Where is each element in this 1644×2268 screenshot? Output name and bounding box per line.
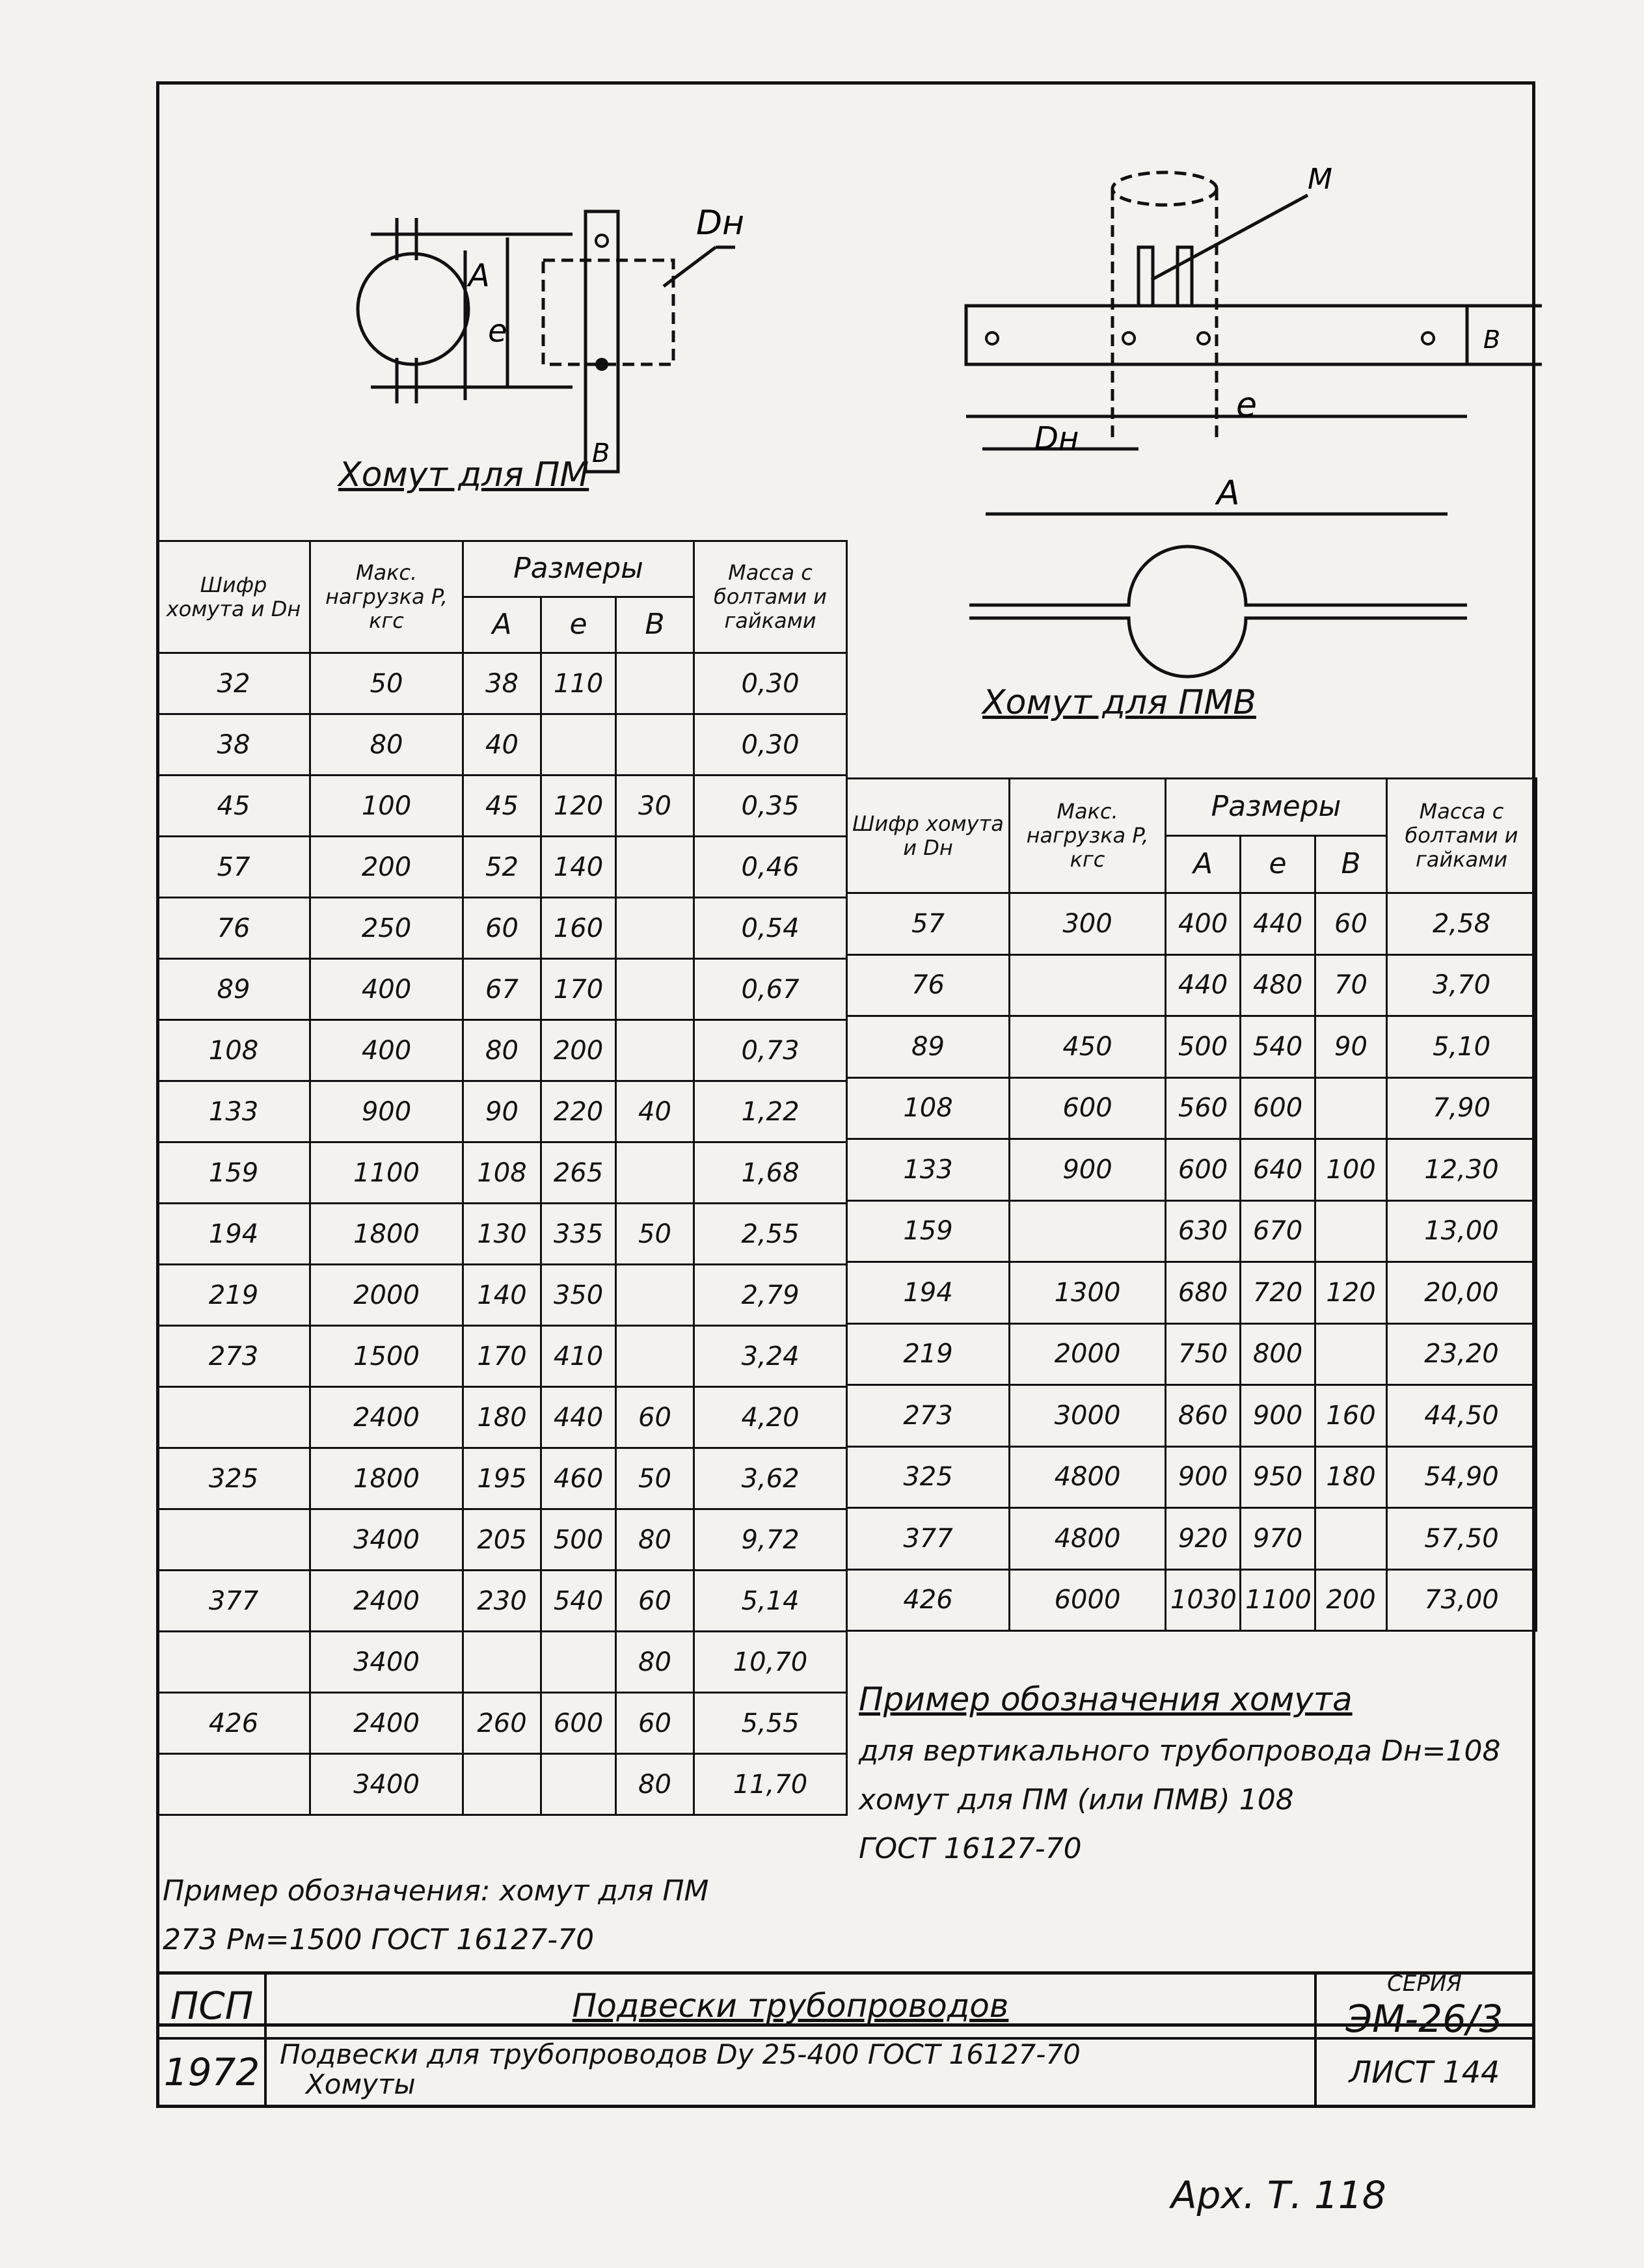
series-cell — [1314, 1971, 1532, 2041]
cell-e: 410 — [541, 1326, 616, 1387]
clamp-pm-drawing — [312, 189, 745, 481]
cell-mass: 1,68 — [694, 1142, 847, 1204]
cell-a: 38 — [463, 653, 541, 714]
cell-e: 540 — [1241, 1016, 1315, 1078]
cell-b: 30 — [616, 776, 694, 837]
cell-dn — [157, 1632, 310, 1693]
cell-a: 195 — [463, 1448, 541, 1509]
example-pmv-line1: для вертикального трубопровода Dн=108 — [859, 1735, 1501, 1768]
cell-e: 970 — [1241, 1508, 1315, 1570]
cell-dn: 57 — [847, 893, 1010, 955]
cell-e: 170 — [541, 959, 616, 1020]
header-a: A — [463, 597, 541, 653]
cell-a: 860 — [1166, 1385, 1241, 1447]
cell-b — [616, 959, 694, 1020]
cell-mass: 5,14 — [694, 1571, 847, 1632]
cell-a — [463, 1754, 541, 1815]
cell-dn — [157, 1387, 310, 1448]
cell-e: 460 — [541, 1448, 616, 1509]
table-row — [157, 776, 847, 837]
cell-mass: 3,70 — [1387, 954, 1537, 1016]
cell-b: 60 — [616, 1693, 694, 1754]
table-row — [157, 1754, 847, 1815]
cell-mass: 0,46 — [694, 837, 847, 898]
cell-mass: 12,30 — [1387, 1139, 1537, 1201]
cell-e: 200 — [541, 1020, 616, 1081]
cell-mass: 0,54 — [694, 898, 847, 959]
cell-mass: 2,55 — [694, 1204, 847, 1265]
dim-dn-label: Dн — [696, 204, 745, 243]
cell-b: 60 — [616, 1387, 694, 1448]
cell-a: 140 — [463, 1265, 541, 1326]
cell-a: 108 — [463, 1142, 541, 1204]
cell-dn: 194 — [157, 1204, 310, 1265]
table-row — [157, 1265, 847, 1326]
cell-e: 440 — [1241, 893, 1315, 955]
cell-b: 100 — [1315, 1139, 1387, 1201]
table-row — [847, 1323, 1537, 1385]
cell-e: 220 — [541, 1081, 616, 1142]
cell-e — [541, 714, 616, 776]
cell-load: 50 — [310, 653, 463, 714]
cell-e — [541, 1632, 616, 1693]
cell-load: 300 — [1010, 893, 1166, 955]
header-e: e — [1241, 836, 1315, 893]
table-row — [157, 1509, 847, 1571]
cell-dn: 76 — [157, 898, 310, 959]
cell-dn: 38 — [157, 714, 310, 776]
header-mass: Масса с болтами и гайками — [694, 541, 847, 653]
example-pmv-line2: хомут для ПМ (или ПМВ) 108 — [859, 1783, 1294, 1816]
cell-mass: 1,22 — [694, 1081, 847, 1142]
cell-b — [616, 898, 694, 959]
table-row — [847, 1385, 1537, 1447]
cell-mass: 0,73 — [694, 1020, 847, 1081]
table-row — [847, 893, 1537, 955]
table-row — [157, 1326, 847, 1387]
dim-b-label: B — [592, 439, 610, 468]
cell-e: 900 — [1241, 1385, 1315, 1447]
cell-e: 540 — [541, 1571, 616, 1632]
cell-load: 600 — [1010, 1077, 1166, 1139]
cell-e: 110 — [541, 653, 616, 714]
table-row — [157, 653, 847, 714]
dim-e-label: e — [488, 313, 507, 349]
table-row — [847, 1139, 1537, 1201]
cell-e: 265 — [541, 1142, 616, 1204]
cell-a: 230 — [463, 1571, 541, 1632]
cell-a: 400 — [1166, 893, 1241, 955]
cell-dn: 108 — [847, 1077, 1010, 1139]
cell-e: 500 — [541, 1509, 616, 1571]
cell-dn: 108 — [157, 1020, 310, 1081]
cell-dn: 219 — [157, 1265, 310, 1326]
cell-load: 900 — [1010, 1139, 1166, 1201]
cell-load: 100 — [310, 776, 463, 837]
organization-code: ПСП — [159, 1975, 267, 2040]
header-code: Шифр хомута и Dн — [847, 779, 1010, 893]
cell-load: 400 — [310, 959, 463, 1020]
dim-e-label: e — [1236, 386, 1257, 425]
cell-e: 160 — [541, 898, 616, 959]
example-pm-line1: Пример обозначения: хомут для ПМ — [163, 1874, 709, 1908]
cell-a: 80 — [463, 1020, 541, 1081]
table-row — [847, 954, 1537, 1016]
cell-a: 900 — [1166, 1446, 1241, 1508]
cell-load: 6000 — [1010, 1569, 1166, 1631]
cell-mass: 0,30 — [694, 714, 847, 776]
cell-mass: 9,72 — [694, 1509, 847, 1571]
cell-e: 950 — [1241, 1446, 1315, 1508]
cell-a: 45 — [463, 776, 541, 837]
cell-e: 600 — [1241, 1077, 1315, 1139]
dim-m-label: M — [1308, 163, 1332, 196]
table-row — [157, 1142, 847, 1204]
cell-e: 440 — [541, 1387, 616, 1448]
cell-b: 160 — [1315, 1385, 1387, 1447]
cell-a — [463, 1632, 541, 1693]
cell-e: 640 — [1241, 1139, 1315, 1201]
table-row — [157, 898, 847, 959]
cell-a: 680 — [1166, 1262, 1241, 1324]
cell-load: 3400 — [310, 1632, 463, 1693]
cell-a: 440 — [1166, 954, 1241, 1016]
cell-b: 120 — [1315, 1262, 1387, 1324]
table-row — [157, 1020, 847, 1081]
table-row — [157, 1387, 847, 1448]
cell-a: 500 — [1166, 1016, 1241, 1078]
cell-b — [616, 837, 694, 898]
cell-b: 70 — [1315, 954, 1387, 1016]
header-code: Шифр хомута и Dн — [157, 541, 310, 653]
header-load: Макс. нагрузка P, кгс — [1010, 779, 1166, 893]
header-e: e — [541, 597, 616, 653]
cell-b: 180 — [1315, 1446, 1387, 1508]
cell-mass: 57,50 — [1387, 1508, 1537, 1570]
cell-a: 67 — [463, 959, 541, 1020]
cell-load: 4800 — [1010, 1446, 1166, 1508]
header-load: Макс. нагрузка P, кгс — [310, 541, 463, 653]
cell-dn — [157, 1509, 310, 1571]
header-b: B — [1315, 836, 1387, 893]
cell-a: 205 — [463, 1509, 541, 1571]
cell-b: 90 — [1315, 1016, 1387, 1078]
cell-dn: 159 — [157, 1142, 310, 1204]
cell-e: 120 — [541, 776, 616, 837]
cell-e: 800 — [1241, 1323, 1315, 1385]
cell-b — [616, 1326, 694, 1387]
cell-mass: 10,70 — [694, 1632, 847, 1693]
cell-mass: 5,55 — [694, 1693, 847, 1754]
cell-load: 1800 — [310, 1448, 463, 1509]
dim-b-label: B — [1483, 325, 1501, 354]
cell-load: 2000 — [310, 1265, 463, 1326]
cell-dn: 194 — [847, 1262, 1010, 1324]
table-row — [847, 1446, 1537, 1508]
cell-load: 1800 — [310, 1204, 463, 1265]
cell-load: 3400 — [310, 1754, 463, 1815]
cell-dn: 32 — [157, 653, 310, 714]
cell-e: 600 — [541, 1693, 616, 1754]
series-code: ЭМ-26/3 — [1345, 1997, 1503, 2041]
cell-dn: 377 — [847, 1508, 1010, 1570]
header-dims: Размеры — [463, 541, 694, 597]
cell-dn: 426 — [157, 1693, 310, 1754]
cell-b: 80 — [616, 1632, 694, 1693]
table-row — [157, 1632, 847, 1693]
clamp-pm-caption: Хомут для ПМ — [338, 455, 589, 494]
cell-b — [616, 1265, 694, 1326]
cell-dn: 159 — [847, 1200, 1010, 1262]
header-mass: Масса с болтами и гайками — [1387, 779, 1537, 893]
table-row — [847, 1016, 1537, 1078]
cell-mass: 3,62 — [694, 1448, 847, 1509]
cell-dn: 325 — [847, 1446, 1010, 1508]
cell-b — [616, 714, 694, 776]
cell-a: 40 — [463, 714, 541, 776]
cell-mass: 5,10 — [1387, 1016, 1537, 1078]
cell-mass: 11,70 — [694, 1754, 847, 1815]
cell-load: 450 — [1010, 1016, 1166, 1078]
designation-example-pmv — [859, 1672, 1529, 1873]
cell-e: 140 — [541, 837, 616, 898]
cell-dn: 219 — [847, 1323, 1010, 1385]
table-row — [157, 714, 847, 776]
dim-dn-label: Dн — [1034, 420, 1079, 457]
cell-e: 670 — [1241, 1200, 1315, 1262]
cell-dn: 325 — [157, 1448, 310, 1509]
cell-b: 200 — [1315, 1569, 1387, 1631]
table-row — [157, 1693, 847, 1754]
cell-b: 40 — [616, 1081, 694, 1142]
clamp-pmv-table — [846, 777, 1537, 1632]
series-label: СЕРИЯ — [1387, 1971, 1462, 1997]
title-block — [156, 1971, 1535, 2108]
cell-a: 180 — [463, 1387, 541, 1448]
sub-title-line2: Хомуты — [306, 2068, 416, 2101]
cell-a: 600 — [1166, 1139, 1241, 1201]
cell-b: 80 — [616, 1509, 694, 1571]
cell-a: 170 — [463, 1326, 541, 1387]
cell-a: 560 — [1166, 1077, 1241, 1139]
cell-a: 90 — [463, 1081, 541, 1142]
cell-a: 52 — [463, 837, 541, 898]
archive-signature: Арх. Т. 118 — [1171, 2173, 1386, 2217]
cell-load: 1300 — [1010, 1262, 1166, 1324]
cell-mass: 2,79 — [694, 1265, 847, 1326]
cell-e — [541, 1754, 616, 1815]
cell-a: 920 — [1166, 1508, 1241, 1570]
designation-example-pm — [163, 1867, 839, 1965]
example-pmv-line3: ГОСТ 16127-70 — [859, 1831, 1082, 1865]
cell-mass: 20,00 — [1387, 1262, 1537, 1324]
cell-b — [616, 1142, 694, 1204]
cell-load: 1500 — [310, 1326, 463, 1387]
cell-a: 260 — [463, 1693, 541, 1754]
year: 1972 — [159, 2040, 267, 2105]
clamp-pm-table — [156, 540, 848, 1816]
cell-mass: 4,20 — [694, 1387, 847, 1448]
cell-dn: 426 — [847, 1569, 1010, 1631]
cell-dn: 57 — [157, 837, 310, 898]
cell-load: 2400 — [310, 1387, 463, 1448]
cell-b: 50 — [616, 1448, 694, 1509]
cell-load: 400 — [310, 1020, 463, 1081]
header-b: B — [616, 597, 694, 653]
cell-dn: 89 — [847, 1016, 1010, 1078]
cell-mass: 0,30 — [694, 653, 847, 714]
table-row — [847, 1077, 1537, 1139]
cell-dn: 76 — [847, 954, 1010, 1016]
example-pm-line2: 273 Pм=1500 ГОСТ 16127-70 — [163, 1923, 595, 1956]
dim-a-label: A — [1217, 474, 1240, 513]
cell-mass: 13,00 — [1387, 1200, 1537, 1262]
cell-b — [616, 653, 694, 714]
cell-mass: 2,58 — [1387, 893, 1537, 955]
cell-a: 1030 — [1166, 1569, 1241, 1631]
cell-load: 2400 — [310, 1571, 463, 1632]
table-row — [847, 1508, 1537, 1570]
cell-e: 480 — [1241, 954, 1315, 1016]
cell-load: 3000 — [1010, 1385, 1166, 1447]
cell-b — [1315, 1323, 1387, 1385]
cell-mass: 7,90 — [1387, 1077, 1537, 1139]
cell-load: 80 — [310, 714, 463, 776]
header-a: A — [1166, 836, 1241, 893]
cell-mass: 54,90 — [1387, 1446, 1537, 1508]
cell-load: 4800 — [1010, 1508, 1166, 1570]
cell-b — [616, 1020, 694, 1081]
cell-dn: 133 — [847, 1139, 1010, 1201]
cell-load — [1010, 1200, 1166, 1262]
cell-b: 60 — [1315, 893, 1387, 955]
cell-dn: 45 — [157, 776, 310, 837]
cell-dn: 377 — [157, 1571, 310, 1632]
table-row — [157, 1448, 847, 1509]
sub-title — [267, 2040, 1314, 2105]
cell-b: 50 — [616, 1204, 694, 1265]
cell-load: 2000 — [1010, 1323, 1166, 1385]
table-row — [847, 1262, 1537, 1324]
cell-a: 750 — [1166, 1323, 1241, 1385]
table-row — [847, 1200, 1537, 1262]
cell-load: 200 — [310, 837, 463, 898]
cell-mass: 73,00 — [1387, 1569, 1537, 1631]
cell-load: 250 — [310, 898, 463, 959]
cell-e: 1100 — [1241, 1569, 1315, 1631]
table-row — [157, 1204, 847, 1265]
clamp-pmv-drawing — [943, 150, 1542, 644]
cell-b — [1315, 1200, 1387, 1262]
cell-mass: 0,67 — [694, 959, 847, 1020]
example-pmv-title: Пример обозначения хомута — [859, 1681, 1353, 1718]
cell-dn: 133 — [157, 1081, 310, 1142]
cell-e: 335 — [541, 1204, 616, 1265]
table-row — [847, 1569, 1537, 1631]
cell-e: 350 — [541, 1265, 616, 1326]
table-row — [157, 959, 847, 1020]
cell-load: 1100 — [310, 1142, 463, 1204]
header-dims: Размеры — [1166, 779, 1387, 836]
cell-mass: 0,35 — [694, 776, 847, 837]
cell-b: 60 — [616, 1571, 694, 1632]
cell-mass: 3,24 — [694, 1326, 847, 1387]
dim-a-label: A — [468, 258, 490, 294]
cell-b — [1315, 1077, 1387, 1139]
cell-load — [1010, 954, 1166, 1016]
table-row — [157, 837, 847, 898]
sheet-number: ЛИСТ 144 — [1314, 2040, 1532, 2105]
table-row — [157, 1571, 847, 1632]
cell-e: 720 — [1241, 1262, 1315, 1324]
sub-title-line1: Подвески для трубопроводов Dу 25-400 ГОСТ 16127-70 — [280, 2038, 1081, 2070]
cell-mass: 44,50 — [1387, 1385, 1537, 1447]
clamp-pmv-caption: Хомут для ПМВ — [982, 683, 1256, 722]
cell-load: 2400 — [310, 1693, 463, 1754]
main-title: Подвески трубопроводов — [267, 1975, 1314, 2040]
table-row — [157, 1081, 847, 1142]
cell-dn: 273 — [847, 1385, 1010, 1447]
cell-load: 900 — [310, 1081, 463, 1142]
cell-b — [1315, 1508, 1387, 1570]
cell-a: 130 — [463, 1204, 541, 1265]
cell-dn: 273 — [157, 1326, 310, 1387]
cell-load: 3400 — [310, 1509, 463, 1571]
cell-dn: 89 — [157, 959, 310, 1020]
cell-mass: 23,20 — [1387, 1323, 1537, 1385]
cell-a: 630 — [1166, 1200, 1241, 1262]
cell-dn — [157, 1754, 310, 1815]
cell-b: 80 — [616, 1754, 694, 1815]
cell-a: 60 — [463, 898, 541, 959]
